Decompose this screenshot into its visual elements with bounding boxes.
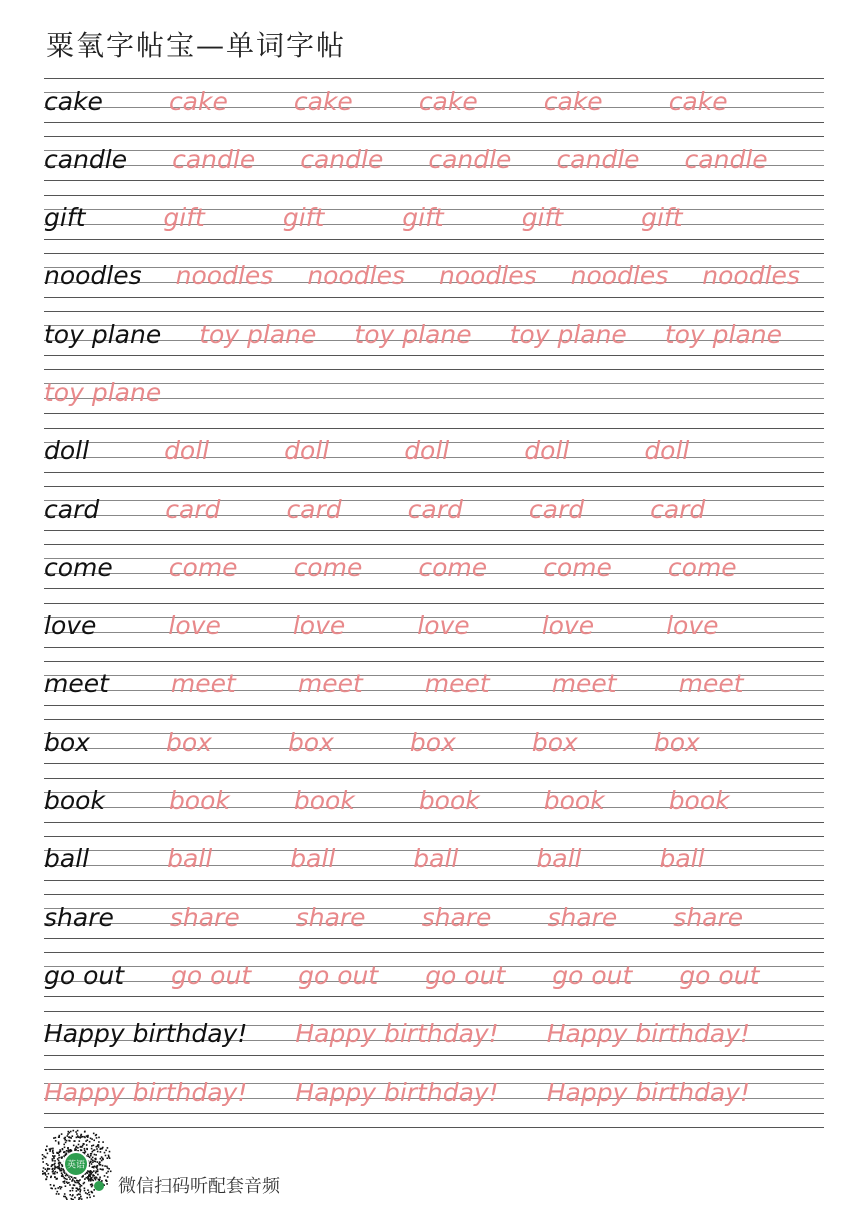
guide-line [44,428,824,429]
trace-word: noodles [702,261,800,291]
trace-word: share [295,902,366,932]
trace-word: go out [552,960,633,990]
guide-line [44,647,824,648]
trace-word: Happy birthday! [546,1019,751,1049]
model-word: gift [44,203,86,233]
writing-row [44,952,824,1010]
guide-line [44,530,824,531]
guide-line [44,180,824,181]
writing-row [44,1069,824,1127]
trace-word: gift [402,203,444,233]
trace-word: love [292,611,346,641]
trace-word: love [417,611,470,641]
trace-word: card [165,494,221,524]
trace-word: box [165,727,212,757]
model-word: card [44,494,100,524]
trace-word: Happy birthday! [295,1077,499,1107]
guide-line [44,253,824,254]
writing-row [44,544,824,602]
trace-word: Happy birthday! [295,1019,499,1049]
trace-word: toy plane [509,319,627,349]
trace-word: box [287,727,334,757]
writing-row [44,369,824,427]
word-line [44,546,824,588]
word-line [44,838,824,880]
model-word: share [44,902,114,932]
word-line [44,313,824,355]
guide-line [44,413,824,414]
trace-word: book [418,786,480,816]
writing-row [44,778,824,836]
trace-word: cake [418,86,478,116]
qr-code-icon[interactable] [40,1128,112,1200]
guide-line [44,603,824,604]
trace-word: candle [300,144,384,174]
trace-word: candle [172,144,256,174]
trace-word: book [168,786,230,816]
trace-word: candle [428,144,512,174]
guide-line [44,1055,824,1056]
word-line [44,721,824,763]
trace-word: love [666,611,719,641]
model-word: love [44,611,97,641]
model-word: book [44,786,105,816]
trace-word: toy plane [354,319,472,349]
writing-row [44,253,824,311]
writing-row [44,603,824,661]
trace-word: noodles [438,261,537,291]
guide-line [44,705,824,706]
guide-line [44,763,824,764]
guide-line [44,195,824,196]
trace-word: go out [679,960,760,990]
trace-word: share [169,902,240,932]
trace-word: cake [543,86,603,116]
trace-word: Happy birthday! [546,1077,751,1107]
guide-line [44,880,824,881]
writing-row [44,428,824,486]
trace-word: ball [290,844,336,874]
trace-word: meet [170,669,236,699]
writing-row [44,311,824,369]
trace-word: gift [163,203,205,233]
model-word: box [44,727,90,757]
trace-word: come [168,552,238,582]
trace-word: meet [424,669,490,699]
trace-word: ball [659,844,705,874]
word-line [44,780,824,822]
trace-word: book [668,786,730,816]
trace-word: toy plane [44,377,162,407]
writing-row [44,661,824,719]
writing-row [44,486,824,544]
trace-word: meet [297,669,363,699]
trace-word: doll [284,436,330,466]
model-word: go out [44,960,125,990]
trace-word: box [653,727,700,757]
guide-line [44,938,824,939]
guide-line [44,894,824,895]
guide-line [44,822,824,823]
word-line [44,954,824,996]
trace-word: share [673,902,744,932]
guide-line [44,544,824,545]
word-line [44,663,824,705]
guide-line [44,1113,824,1114]
practice-sheet [44,78,824,1128]
model-word: doll [44,436,90,466]
word-line [44,255,824,297]
word-line [44,430,824,472]
model-word: ball [44,844,90,874]
trace-word: noodles [570,261,669,291]
trace-word: noodles [175,261,274,291]
trace-word: come [667,552,737,582]
trace-word: go out [298,960,379,990]
writing-row [44,78,824,136]
model-word: cake [44,86,103,116]
qr-caption: 微信扫码听配套音频 [118,1176,280,1197]
word-line [44,138,824,180]
trace-word: ball [167,844,213,874]
trace-word: Happy birthday! [44,1077,248,1107]
trace-word: doll [404,436,450,466]
qr-badge-text: 英语 [66,1160,86,1171]
word-line [44,488,824,530]
model-word: Happy birthday! [44,1019,248,1049]
guide-line [44,239,824,240]
trace-word: card [528,494,585,524]
trace-word: box [409,727,456,757]
writing-row [44,136,824,194]
trace-word: love [541,611,595,641]
trace-word: noodles [307,261,405,291]
trace-word: meet [551,669,617,699]
trace-word: toy plane [664,319,783,349]
trace-word: box [531,727,578,757]
trace-word: gift [521,203,564,233]
trace-word: cake [668,86,728,116]
trace-word: meet [678,669,744,699]
trace-word: doll [524,436,570,466]
trace-word: gift [282,203,325,233]
guide-line [44,136,824,137]
word-line [44,896,824,938]
trace-word: come [293,552,363,582]
trace-word: candle [684,144,768,174]
writing-row [44,195,824,253]
writing-row [44,1011,824,1069]
model-word: meet [44,669,109,699]
guide-line [44,78,824,79]
guide-line [44,836,824,837]
trace-word: go out [171,960,252,990]
guide-line [44,996,824,997]
word-line [44,1013,824,1055]
trace-word: cake [168,86,228,116]
guide-line [44,719,824,720]
guide-line [44,1011,824,1012]
guide-line [44,355,824,356]
guide-line [44,661,824,662]
trace-word: doll [164,436,210,466]
trace-word: ball [413,844,459,874]
page-title: 粟氧字帖宝—单词字帖 [46,29,347,62]
guide-line [44,311,824,312]
word-line [44,371,824,413]
trace-word: doll [644,436,690,466]
word-line [44,80,824,122]
model-word: noodles [44,261,142,291]
trace-word: toy plane [199,319,317,349]
model-word: candle [44,144,128,174]
word-line [44,197,824,239]
guide-line [44,297,824,298]
trace-word: share [547,902,618,932]
trace-word: go out [425,960,506,990]
trace-word: candle [556,144,640,174]
word-line [44,1071,824,1113]
writing-row [44,894,824,952]
guide-line [44,1069,824,1070]
trace-word: share [421,902,492,932]
guide-line [44,369,824,370]
trace-word: card [286,494,342,524]
footer [40,1128,440,1200]
trace-word: come [418,552,488,582]
trace-word: love [168,611,221,641]
trace-word: card [650,494,706,524]
guide-line [44,588,824,589]
writing-row [44,836,824,894]
guide-line [44,778,824,779]
trace-word: come [543,552,612,582]
model-word: come [44,552,113,582]
trace-word: book [543,786,605,816]
guide-line [44,122,824,123]
trace-word: book [293,786,355,816]
word-line [44,605,824,647]
trace-word: ball [536,844,582,874]
trace-word: card [407,494,463,524]
guide-line [44,472,824,473]
writing-row [44,719,824,777]
trace-word: gift [641,203,683,233]
trace-word: cake [293,86,353,116]
guide-line [44,952,824,953]
model-word: toy plane [44,319,162,349]
guide-line [44,486,824,487]
